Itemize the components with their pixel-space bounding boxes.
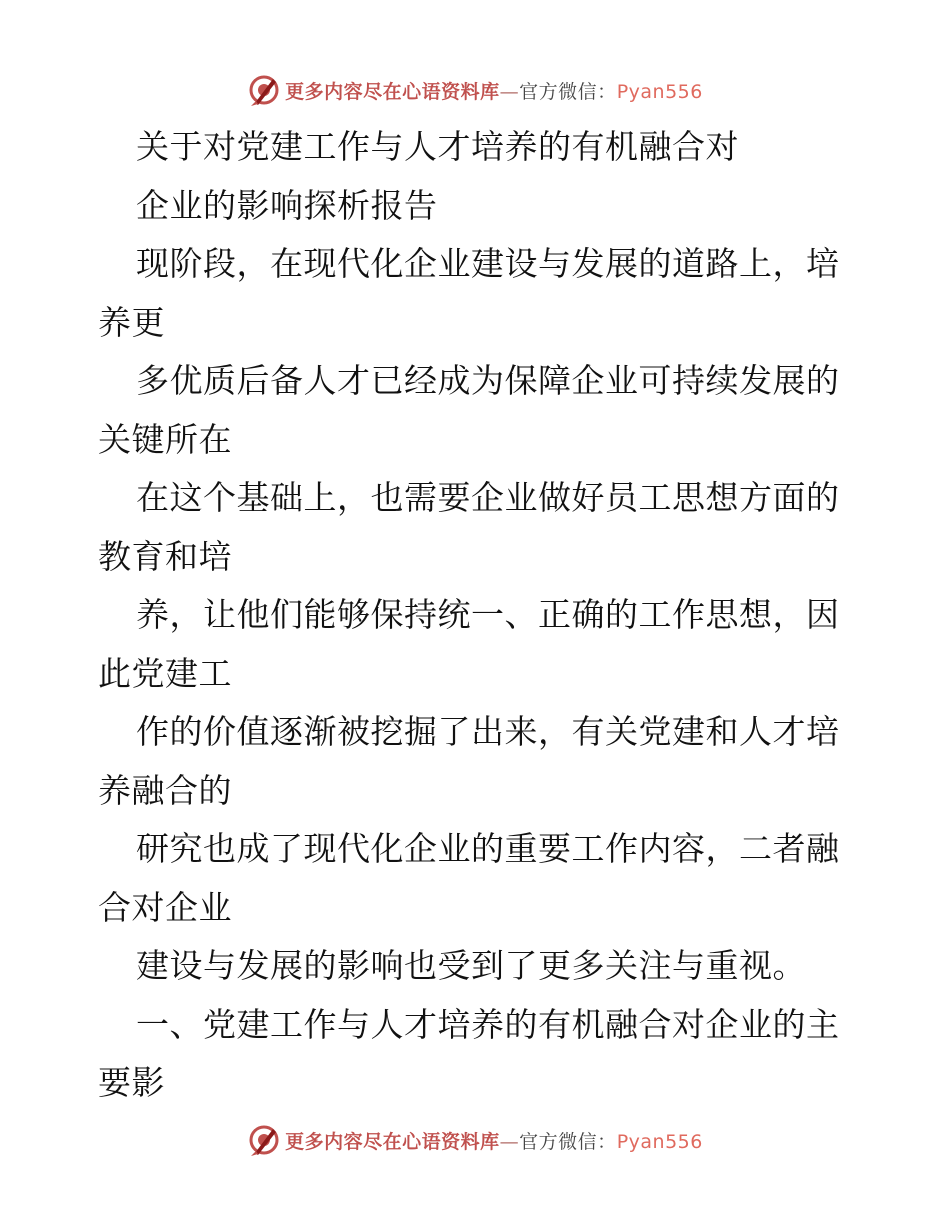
paragraph-line: 养更 bbox=[98, 302, 165, 342]
document-title-line-2: 企业的影响探析报告 bbox=[136, 185, 438, 225]
paragraph-line: 养融合的 bbox=[98, 770, 232, 810]
section-heading-line: 要影 bbox=[98, 1063, 165, 1102]
banner-text bbox=[285, 77, 703, 104]
footer-banner bbox=[0, 1120, 950, 1160]
paragraph-line: 合对企业 bbox=[98, 887, 232, 927]
paragraph-line: 建设与发展的影响也受到了更多关注与重视。 bbox=[136, 946, 806, 985]
section-heading-line: 一、党建工作与人才培养的有机融合对企业的主 bbox=[136, 1004, 840, 1044]
pen-logo-icon bbox=[247, 73, 281, 107]
banner-official-label: 官方微信： bbox=[519, 1130, 617, 1153]
document-body bbox=[98, 118, 858, 1113]
paragraph-line: 关键所在 bbox=[98, 419, 232, 459]
header-banner bbox=[0, 70, 950, 110]
paragraph-line: 此党建工 bbox=[98, 653, 232, 693]
pen-logo-icon bbox=[247, 1123, 281, 1157]
banner-dash: — bbox=[499, 1130, 520, 1153]
paragraph-line: 现阶段，在现代化企业建设与发展的道路上，培 bbox=[136, 244, 840, 283]
paragraph-line: 研究也成了现代化企业的重要工作内容，二者融 bbox=[136, 829, 840, 868]
document-title-line-1: 关于对党建工作与人才培养的有机融合对 bbox=[136, 127, 739, 166]
paragraph-line: 作的价值逐渐被挖掘了出来，有关党建和人才培 bbox=[136, 712, 840, 751]
banner-official-label: 官方微信： bbox=[519, 80, 617, 103]
banner-text bbox=[285, 1127, 703, 1154]
banner-wechat-id: Pyan556 bbox=[616, 1130, 703, 1153]
banner-dash: — bbox=[499, 80, 520, 103]
banner-site-text: 更多内容尽在心语资料库 bbox=[285, 1130, 500, 1153]
paragraph-line: 多优质后备人才已经成为保障企业可持续发展的 bbox=[136, 361, 840, 400]
banner-wechat-id: Pyan556 bbox=[616, 80, 703, 103]
paragraph-line: 在这个基础上，也需要企业做好员工思想方面的 bbox=[136, 478, 840, 517]
paragraph-line: 养，让他们能够保持统一、正确的工作思想，因 bbox=[136, 595, 840, 634]
banner-site-text: 更多内容尽在心语资料库 bbox=[285, 80, 500, 103]
paragraph-line: 教育和培 bbox=[98, 536, 232, 576]
